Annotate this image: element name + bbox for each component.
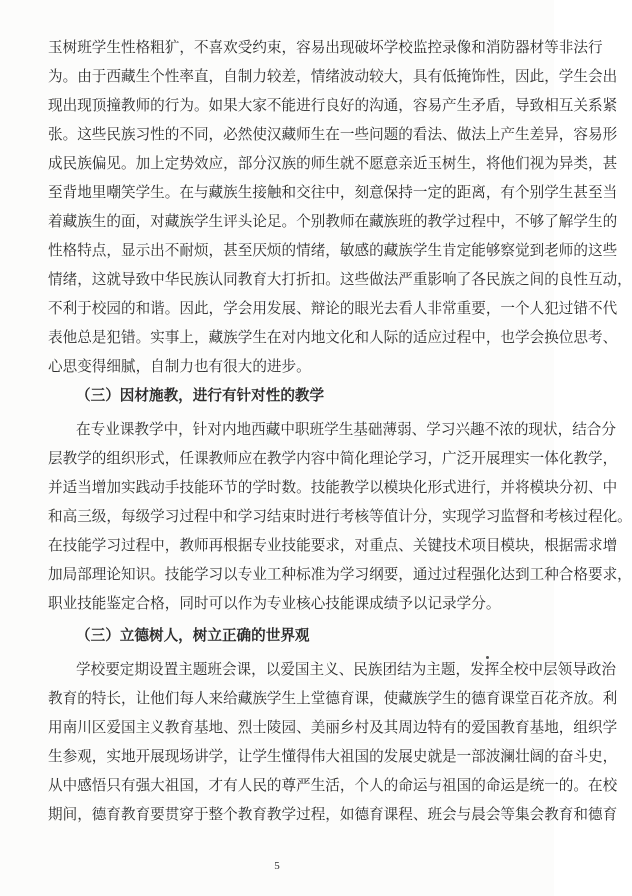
section-heading: （三）立德树人，树立正确的世界观 <box>76 627 310 644</box>
paragraph-1-line: 着藏族生的面，对藏族学生评头论足。个别教师在藏族班的教学过程中，不够了解学生的 <box>48 213 618 230</box>
paragraph-1-line: 现出现顶撞教师的行为。如果大家不能进行良好的沟通，容易产生矛盾，导致相互关系紧 <box>48 97 618 114</box>
page-number: 5 <box>274 860 280 872</box>
paragraph-1-line: 不利于校园的和谐。因此，学会用发展、辩论的眼光去看人非常重要，一个人犯过错不代 <box>48 300 618 317</box>
paragraph-1-line: 张。这些民族习性的不同，必然使汉藏师生在一些问题的看法、做法上产生差异，容易形 <box>48 126 618 143</box>
paragraph-3-line: 学校要定期设置主题班会课，以爱国主义、民族团结为主题，发挥全校中层领导政治 <box>76 661 616 678</box>
paragraph-1-line: 玉树班学生性格粗犷，不喜欢受约束，容易出现破坏学校监控录像和消防器材等非法行 <box>48 39 603 56</box>
paragraph-2-line: 层教学的组织形式，任课教师应在教学内容中简化理论学习，广泛开展理实一体化教学， <box>48 450 618 467</box>
paragraph-1-line: 为。由于西藏生个性率直，自制力较差，情绪波动较大，具有低掩饰性，因此，学生会出 <box>48 68 618 85</box>
paragraph-3-line: 教育的特长，让他们每人来给藏族学生上堂德育课，使藏族学生的德育课堂百花齐放。利 <box>48 690 618 707</box>
paragraph-2-line: 和高三级，每级学习过程中和学习结束时进行考核等值计分，实现学习监督和考核过程化。 <box>48 508 632 525</box>
paragraph-3-line: 从中感悟只有强大祖国，才有人民的尊严生活，个人的命运与祖国的命运是统一的。在校 <box>48 777 618 794</box>
section-heading: （三）因材施教，进行有针对性的教学 <box>76 387 325 404</box>
paragraph-1-line: 心思变得细腻，自制力也有很大的进步。 <box>48 358 311 375</box>
paragraph-3-line: 用南川区爱国主义教育基地、烈士陵园、美丽乡村及其周边特有的爱国教育基地，组织学 <box>48 719 618 736</box>
paragraph-2-line: 并适当增加实践动手技能环节的学时数。技能教学以模块化形式进行，并将模块分初、中 <box>48 479 618 496</box>
paragraph-2-line: 职业技能鉴定合格，同时可以作为专业核心技能课成绩予以记录学分。 <box>48 595 501 612</box>
paragraph-2-line: 在专业课教学中，针对内地西藏中职班学生基础薄弱、学习兴趣不浓的现状，结合分 <box>76 421 616 438</box>
paragraph-3-line: 期间，德育教育要贯穿于整个教育教学过程，如德育课程、班会与晨会等集会教育和德育 <box>48 806 618 823</box>
paragraph-1-line: 性格特点，显示出不耐烦，甚至厌烦的情绪，敏感的藏族学生肯定能够察觉到老师的这些 <box>48 242 618 259</box>
paragraph-1-line: 成民族偏见。加上定势效应，部分汉族的师生就不愿意亲近玉树生，将他们视为异类，甚 <box>48 155 618 172</box>
paragraph-2-line: 加局部理论知识。技能学习以专业工种标准为学习纲要，通过过程强化达到工种合格要求， <box>48 566 632 583</box>
paragraph-3-line: 生参观，实地开展现场讲学，让学生懂得伟大祖国的发展史就是一部波澜壮阔的奋斗史， <box>48 748 618 765</box>
paragraph-2-line: 在技能学习过程中，教师再根据专业技能要求，对重点、关键技术项目模块，根据需求增 <box>48 537 618 554</box>
paragraph-1-line: 情绪，这就导致中华民族认同教育大打折扣。这些做法严重影响了各民族之间的良性互动， <box>48 271 632 288</box>
paragraph-1-line: 至背地里嘲笑学生。在与藏族生接触和交往中，刻意保持一定的距离，有个别学生甚至当 <box>48 184 618 201</box>
paragraph-1-line: 表他总是犯错。实事上，藏族学生在对内地文化和人际的适应过程中，也学会换位思考、 <box>48 329 618 346</box>
scan-speck <box>486 656 489 659</box>
